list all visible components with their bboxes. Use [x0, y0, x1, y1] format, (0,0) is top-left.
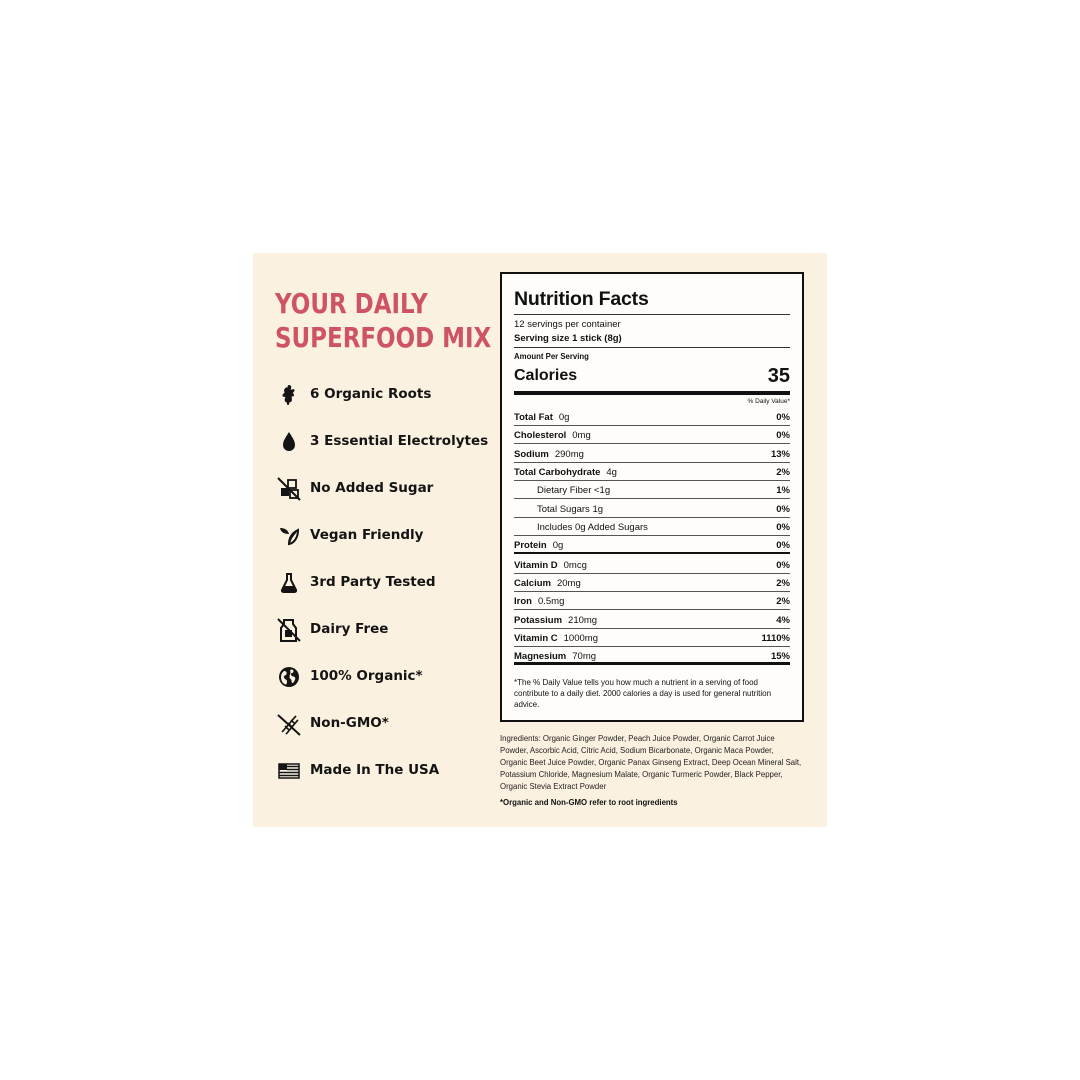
nutrient-daily-value: 1% [776, 485, 790, 497]
nutrient-daily-value: 4% [776, 614, 790, 626]
nutrient-name: Calcium 20mg [514, 577, 581, 589]
calories-label: Calories [514, 367, 578, 384]
feature-label: 100% Organic* [310, 668, 423, 684]
nutrient-amount: 290mg [554, 448, 584, 460]
nutrient-row [514, 647, 790, 665]
feature-item [275, 663, 423, 691]
nutrient-amount: 0g [552, 540, 564, 552]
nutrient-amount: 210mg [568, 614, 598, 626]
divider-thick [514, 391, 790, 395]
water-drop-icon [275, 428, 303, 456]
feature-label: 3 Essential Electrolytes [310, 433, 489, 449]
feature-item [275, 710, 389, 738]
nutrition-facts-label [500, 272, 804, 722]
nutrient-amount: 20mg [556, 577, 581, 589]
feature-label: Made In The USA [310, 762, 440, 778]
nutrient-daily-value: 13% [770, 448, 790, 460]
feature-label: Vegan Friendly [310, 527, 424, 543]
headline-line-1: YOUR DAILY [275, 287, 428, 320]
nutrient-amount: 0mg [572, 430, 591, 442]
feature-label: 3rd Party Tested [310, 574, 436, 590]
nutrient-daily-value: 0% [776, 521, 790, 533]
feature-item [275, 381, 432, 409]
nutrient-amount: 0g [558, 412, 570, 423]
nutrient-row [514, 518, 790, 536]
row-divider [514, 662, 790, 665]
nutrient-amount: 0mcg [563, 559, 587, 571]
nutrient-name: Protein 0g [514, 540, 564, 552]
nutrient-name: Cholesterol 0mg [514, 430, 591, 442]
nutrient-daily-value: 0% [776, 559, 790, 571]
nutrient-daily-value: 0% [776, 503, 790, 515]
servings-per-container: 12 servings per container [514, 319, 621, 330]
no-dna-icon [275, 710, 303, 738]
feature-label: 6 Organic Roots [310, 386, 432, 402]
nutrient-name: Sodium 290mg [514, 448, 584, 460]
nutrient-amount: 70mg [572, 651, 597, 663]
usa-flag-icon [275, 757, 303, 785]
calories-value: 35 [767, 365, 790, 387]
nutrient-daily-value: 2% [776, 596, 790, 608]
nutrient-name: Vitamin D 0mcg [514, 559, 587, 571]
nutrient-row [514, 426, 790, 444]
feature-label: Non-GMO* [310, 715, 389, 731]
lab-flask-icon [275, 569, 303, 597]
nutrient-name: Vitamin C 1000mg [514, 632, 598, 644]
leaf-icon [275, 522, 303, 550]
nutrient-daily-value: 2% [776, 466, 790, 478]
headline [275, 287, 492, 355]
nutrient-daily-value: 0% [776, 540, 790, 552]
divider [514, 347, 790, 348]
nutrient-amount: 4g [606, 466, 617, 478]
feature-item [275, 428, 489, 456]
nutrient-name: Potassium 210mg [514, 614, 598, 626]
nutrient-row [514, 408, 790, 426]
nutrient-row [514, 556, 790, 574]
nutrient-name: Includes 0g Added Sugars [537, 521, 648, 533]
feature-item [275, 475, 434, 503]
nutrient-daily-value: 0% [776, 430, 790, 442]
ingredients-text: Ingredients: Organic Ginger Powder, Peach Juice Powder, Organic Carrot Juice Powder, Ascorbic Acid, Citric Acid, Sodium Bicarbonate, Organic Maca Powder, Organic Beet Juice Powder, Organic Panax Ginseng Extract, Deep Ocean Mineral Salt, Potassium Chloride, Magnesium Malate, Organic Turmeric Powder, Black Pepper, Organic Stevia Extract Powder [500, 734, 802, 791]
feature-item [275, 522, 424, 550]
nutrient-row [514, 611, 790, 629]
divider [514, 314, 790, 315]
nutrient-row [514, 445, 790, 463]
nutrient-row [514, 536, 790, 554]
nutrient-name: Total Fat 0g [514, 412, 570, 423]
headline-line-2: SUPERFOOD MIX [275, 321, 492, 354]
feature-item [275, 757, 440, 785]
daily-value-header: % Daily Value* [747, 398, 790, 405]
serving-size: Serving size 1 stick (8g) [514, 333, 622, 344]
organic-note: *Organic and Non-GMO refer to root ingredients [500, 798, 678, 807]
feature-label: No Added Sugar [310, 480, 434, 496]
feature-item [275, 616, 389, 644]
nutrition-facts-title: Nutrition Facts [514, 288, 649, 310]
feature-item [275, 569, 436, 597]
amount-per-serving: Amount Per Serving [514, 352, 589, 361]
no-milk-carton-icon [275, 616, 303, 644]
nutrient-name: Dietary Fiber <1g [537, 485, 611, 497]
nutrient-name: Total Carbohydrate 4g [514, 466, 617, 478]
nutrient-row [514, 592, 790, 610]
nutrient-daily-value: 1110% [761, 632, 790, 644]
daily-value-footnote: *The % Daily Value tells you how much a nutrient in a serving of food contribute to a daily diet. 2000 calories a day is used for general nutrition advice. [514, 678, 772, 709]
feature-label: Dairy Free [310, 621, 389, 637]
nutrient-row [514, 629, 790, 647]
globe-icon [275, 663, 303, 691]
nutrient-daily-value: 0% [776, 412, 790, 423]
nutrient-row [514, 481, 790, 499]
nutrient-row [514, 574, 790, 592]
no-sugar-cubes-icon [275, 475, 303, 503]
nutrient-daily-value: 15% [770, 651, 790, 663]
nutrient-amount: 0.5mg [537, 596, 565, 608]
product-info-panel [253, 253, 827, 827]
nutrient-amount: 1000mg [563, 632, 598, 644]
nutrient-row [514, 463, 790, 481]
ginger-root-icon [275, 381, 303, 409]
nutrient-daily-value: 2% [776, 577, 790, 589]
nutrient-name: Iron 0.5mg [514, 596, 565, 608]
row-divider [514, 552, 790, 554]
nutrient-name: Total Sugars 1g [537, 503, 604, 515]
nutrient-name: Magnesium 70mg [514, 651, 597, 663]
nutrient-row [514, 500, 790, 518]
